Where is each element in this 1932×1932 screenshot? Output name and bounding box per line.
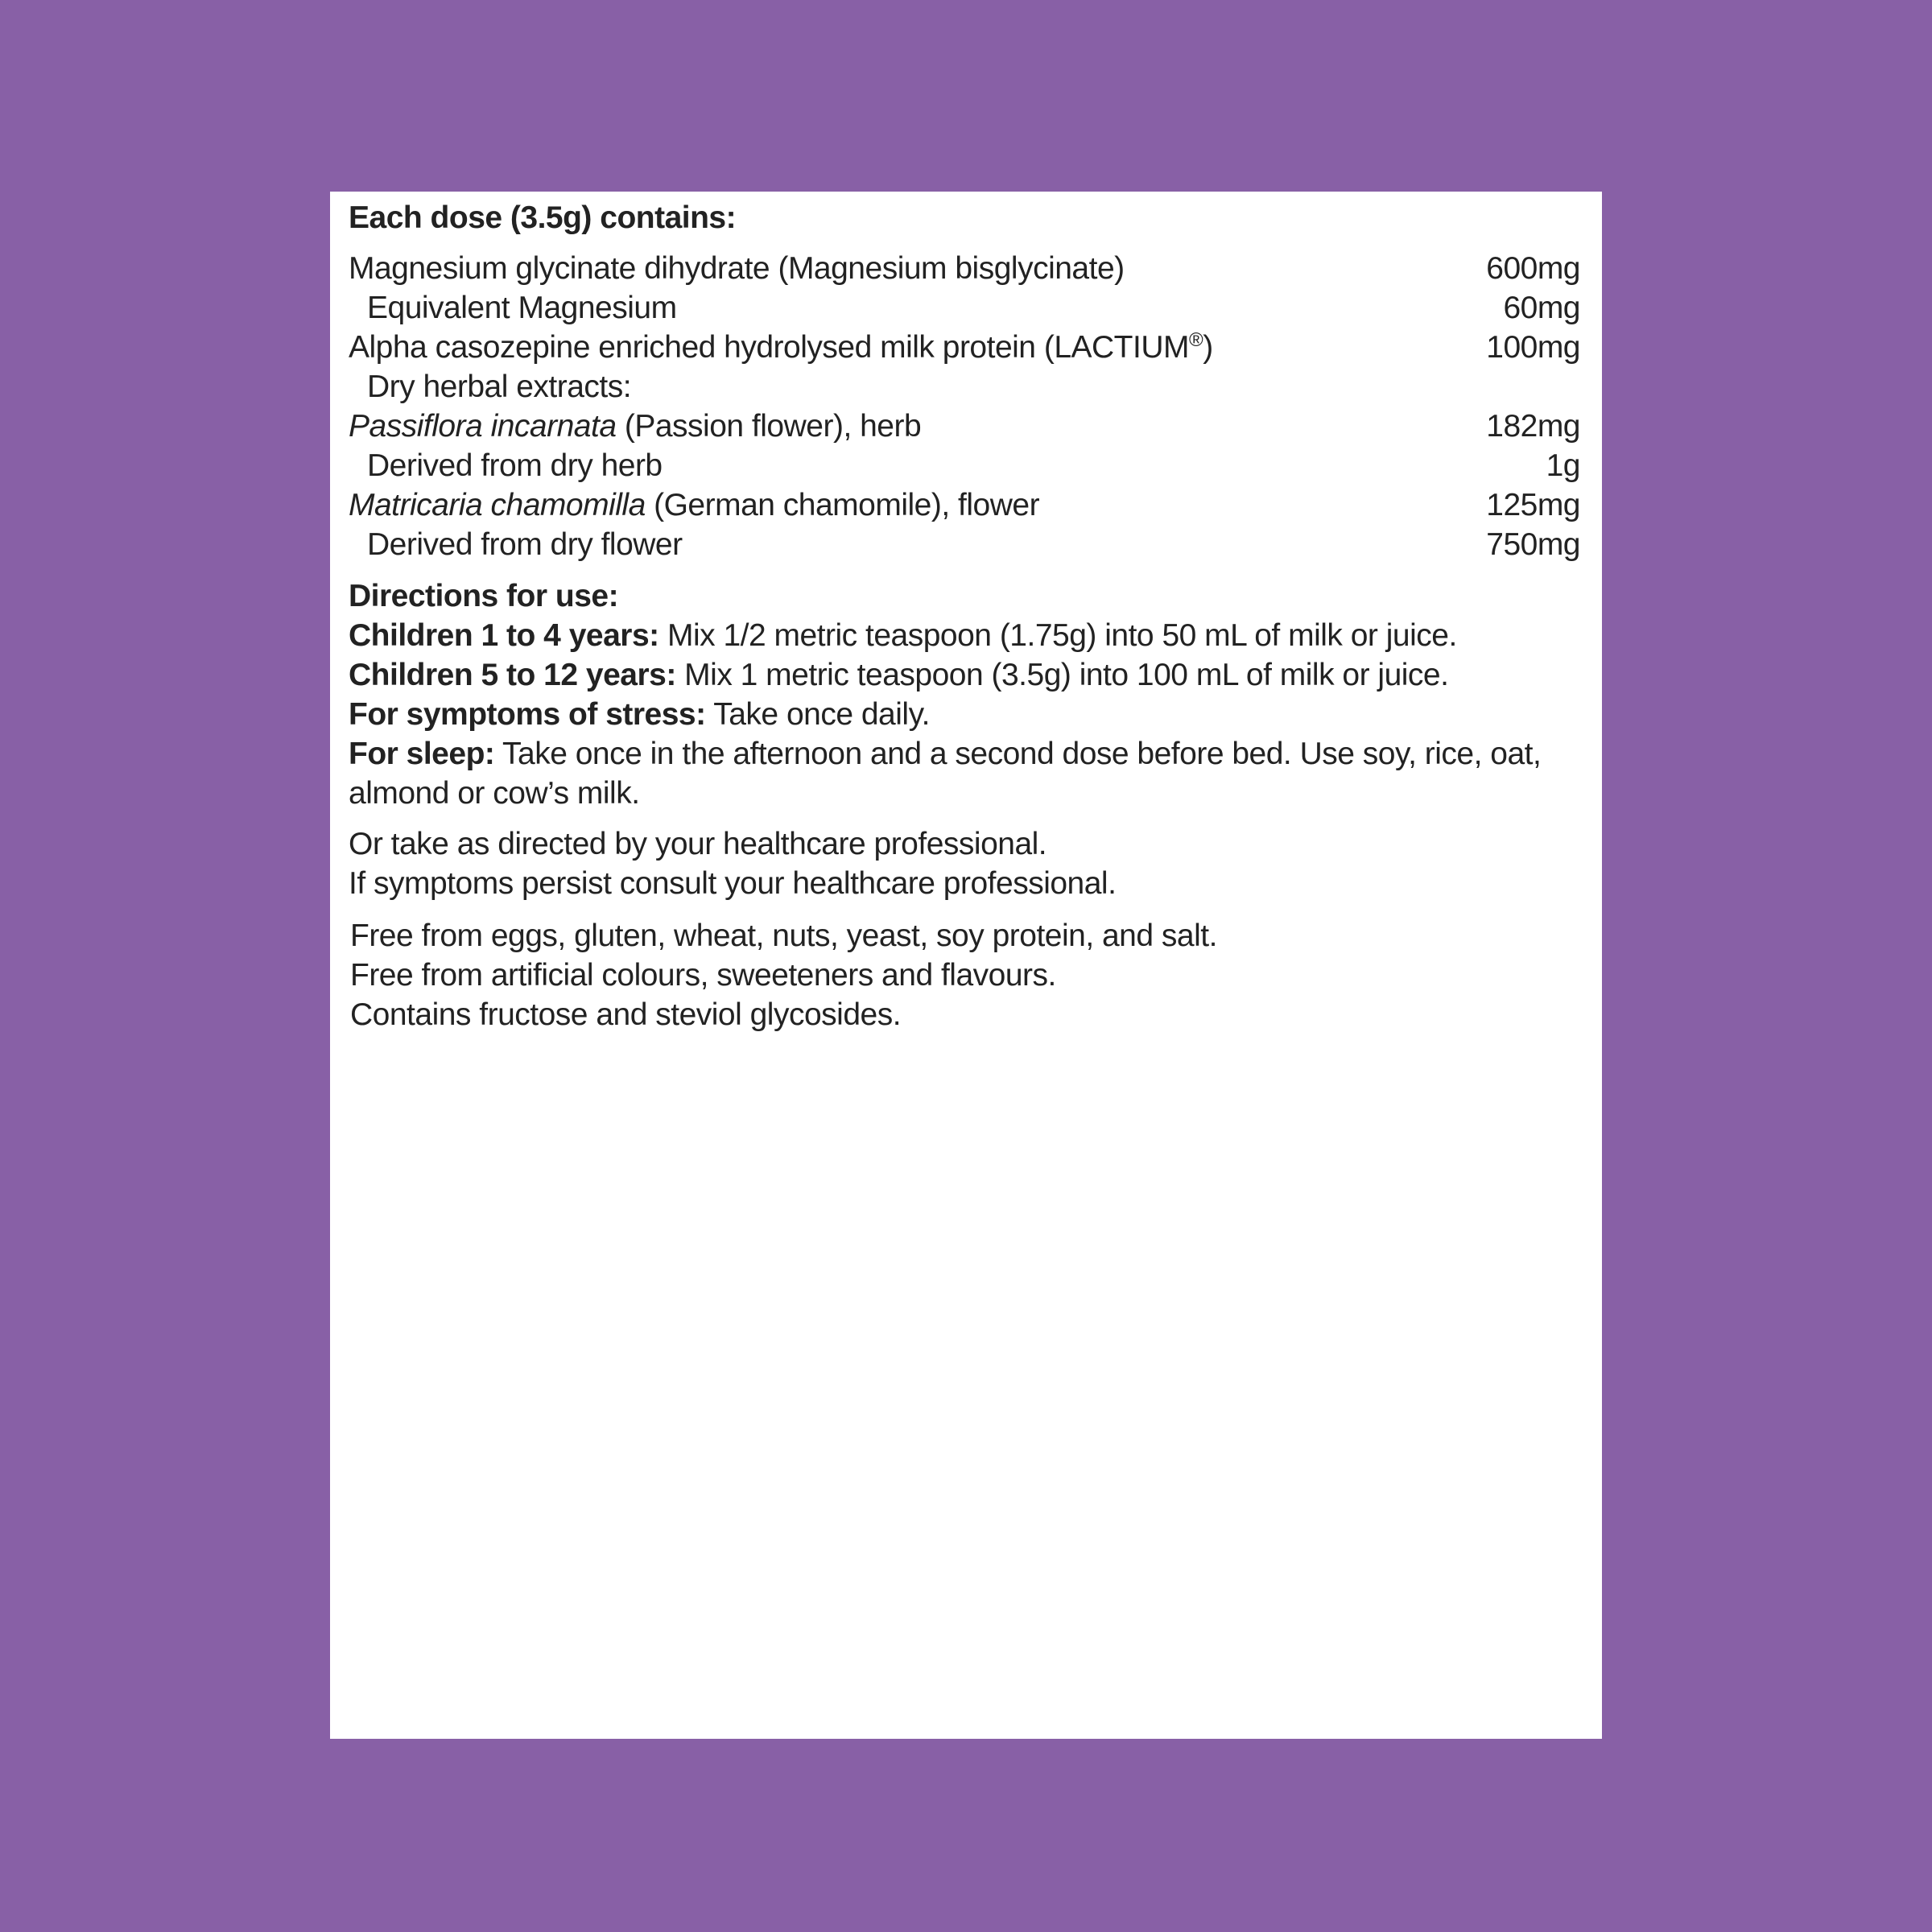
- ingredients-table: [349, 249, 1580, 564]
- ingredient-amount: 1g: [1546, 448, 1580, 483]
- direction-label: Children 5 to 12 years:: [349, 658, 676, 692]
- ingredient-row: [349, 407, 1580, 446]
- ingredient-name: Equivalent Magnesium: [367, 291, 677, 325]
- direction-item: For sleep: Take once in the afternoon and a second dose before bed. Use soy, rice, oat, almond or cow’s milk.: [349, 737, 1542, 811]
- ingredient-row: [349, 485, 1580, 525]
- ingredient-row: [349, 525, 1580, 564]
- free-from-line: Free from artificial colours, sweeteners and flavours.: [350, 958, 1056, 993]
- direction-label: Children 1 to 4 years:: [349, 618, 659, 653]
- ingredient-row: [349, 446, 1580, 485]
- latin-name: Matricaria chamomilla: [349, 488, 646, 522]
- direction-item: Children 1 to 4 years: Mix 1/2 metric teaspoon (1.75g) into 50 mL of milk or juice.: [349, 618, 1457, 653]
- directions-heading: Directions for use:: [349, 579, 619, 613]
- direction-item: Children 5 to 12 years: Mix 1 metric teaspoon (3.5g) into 100 mL of milk or juice.: [349, 658, 1449, 692]
- ingredient-row: [349, 249, 1580, 288]
- ingredient-amount: 182mg: [1486, 409, 1580, 444]
- advice-line: If symptoms persist consult your healthcare professional.: [349, 866, 1117, 901]
- free-from-line: Contains fructose and steviol glycosides.: [350, 997, 902, 1032]
- ingredient-name: Derived from dry herb: [367, 448, 663, 483]
- ingredient-amount: 125mg: [1486, 488, 1580, 522]
- ingredient-amount: 100mg: [1486, 330, 1580, 365]
- ingredient-name: Magnesium glycinate dihydrate (Magnesium bisglycinate): [349, 251, 1125, 286]
- advice-section: [349, 824, 1580, 903]
- dose-heading: Each dose (3.5g) contains:: [349, 200, 737, 235]
- ingredient-row: [349, 288, 1580, 328]
- ingredient-amount: 750mg: [1486, 527, 1580, 562]
- registered-mark: ®: [1189, 329, 1203, 351]
- ingredient-amount: 60mg: [1503, 291, 1580, 325]
- directions-section: [349, 576, 1580, 813]
- ingredient-row: [349, 367, 1580, 407]
- label-content: [349, 198, 1580, 1034]
- ingredient-name: Alpha casozepine enriched hydrolysed milk protein (LACTIUM®): [349, 329, 1213, 365]
- free-from-section: [349, 916, 1580, 1034]
- direction-item: For symptoms of stress: Take once daily.: [349, 697, 931, 732]
- ingredient-name: Derived from dry flower: [367, 527, 683, 562]
- ingredient-name: Passiflora incarnata (Passion flower), herb: [349, 409, 922, 444]
- ingredient-name: Matricaria chamomilla (German chamomile), flower: [349, 488, 1040, 522]
- ingredient-subheading: Dry herbal extracts:: [367, 369, 632, 404]
- ingredient-amount: 600mg: [1486, 251, 1580, 286]
- latin-name: Passiflora incarnata: [349, 409, 617, 444]
- direction-label: For symptoms of stress:: [349, 697, 706, 732]
- advice-line: Or take as directed by your healthcare professional.: [349, 827, 1047, 861]
- ingredient-row: [349, 328, 1580, 367]
- free-from-line: Free from eggs, gluten, wheat, nuts, yeast, soy protein, and salt.: [350, 919, 1217, 953]
- direction-label: For sleep:: [349, 737, 495, 771]
